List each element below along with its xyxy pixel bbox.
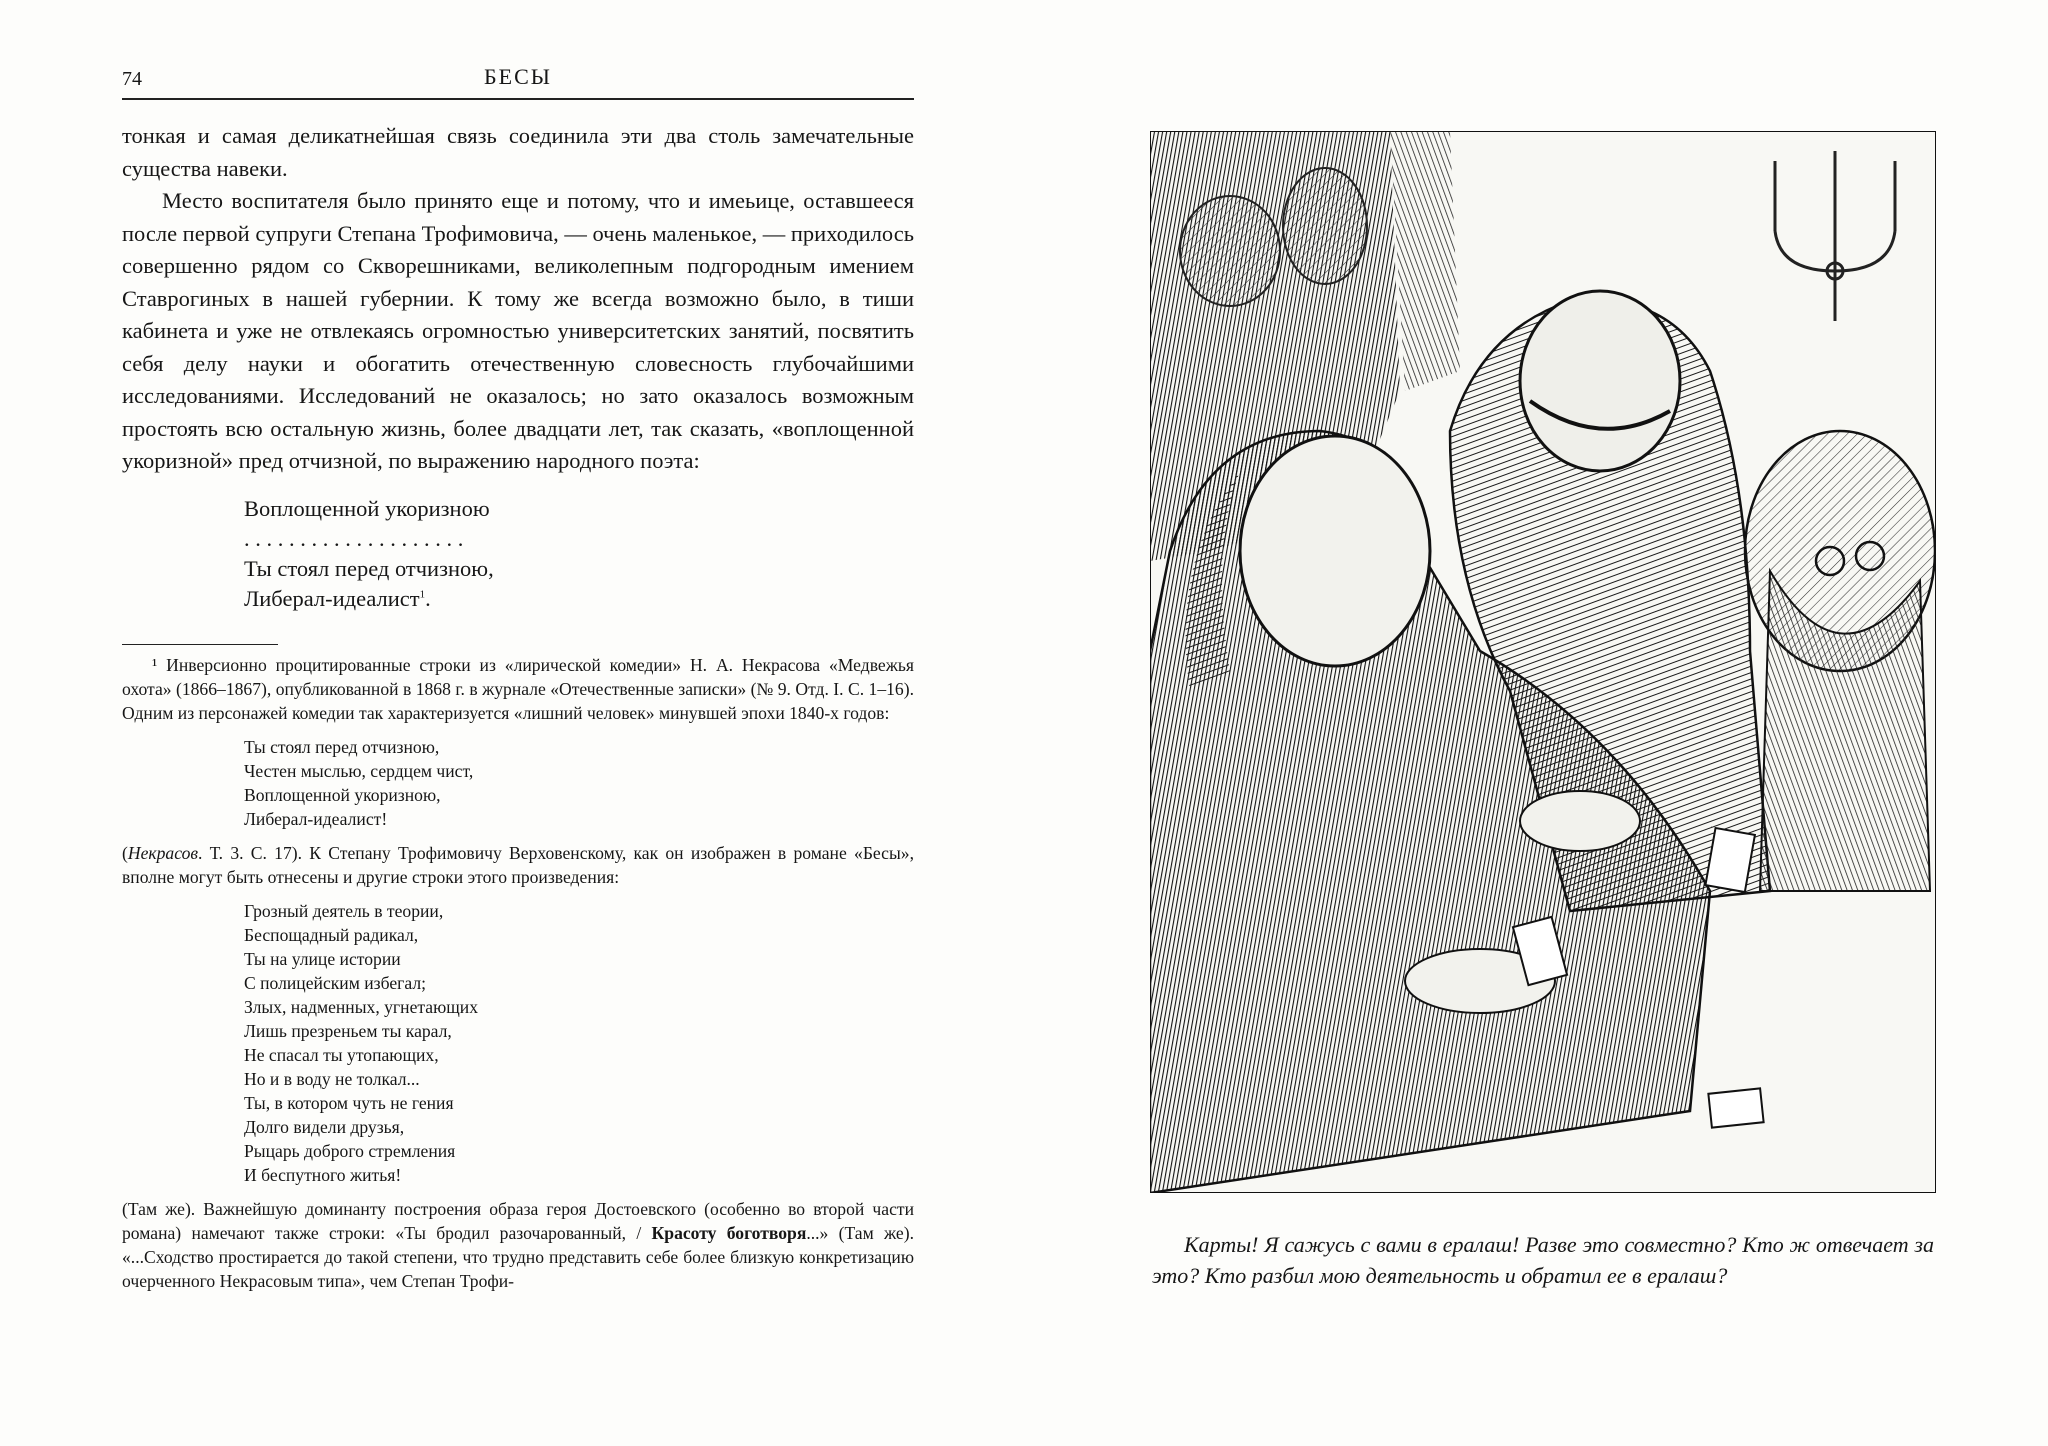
verse-ellipsis: . . . . . . . . . . . . . . . . . . . . [244,525,464,551]
card-players-etching [1150,131,1936,1193]
footnote-marker: ¹ [152,654,158,675]
verse-line: Ты стоял перед отчизною, [244,736,440,757]
verse-line: Воплощенной укоризною, [244,784,441,805]
footnote-text: (Там же). Важнейшую доминанту построения образа героя Достоевского (особенно во второй части романа) намечают также строки: «Ты бродил разочарованный, / [122,1198,914,1243]
verse-end-mark: . [425,585,431,611]
bold-quote: Красоту боготворя [651,1222,807,1243]
background-figure-head [1180,196,1280,306]
verse-line: Ты на улице истории [244,948,401,969]
author-name: Некрасов [127,842,199,863]
verse-line-with-note [244,584,914,614]
footnote [122,653,914,1293]
footnote-verse [244,899,914,1187]
footnote-separator [122,644,278,645]
verse-line: Либерал-идеалист! [244,808,388,829]
footnote-reference[interactable]: 1 [419,588,426,600]
hand [1520,791,1640,851]
verse-line: Беспощадный радикал, [244,924,419,945]
verse-line: Честен мыслью, сердцем чист, [244,760,474,781]
footnote-paragraph: (Некрасов. Т. 3. С. 17). К Степану Трофимовичу Верховенскому, как он изображен в романе «Бесы», вполне могут быть отнесены и другие строки этого произведения: [122,842,914,887]
seated-man-face [1240,436,1430,666]
playing-card [1708,1088,1763,1127]
paragraph: Место воспитателя было принято еще и потому, что и имеьице, оставшееся после первой супруги Степана Трофимовича, — очень маленькое, — приходилось совершенно рядом со Скворешниками, великолепным подгородным имением Ставрогиных в нашей губернии. К тому же всегда возможно было, в тиши кабинета и уже не отвлекаясь огромностью университетских занятий, посвятить себя делу науки и обогатить отечественную словесность глубочайшими исследованиями. Исследований не оказалось; но зато оказалось возможным простоять всю остальную жизнь, более двадцати лет, так сказать, «воплощенной укоризной» пред отчизной, по выражению народного поэта: [122,188,914,473]
footnote-text: Инверсионно процитированные строки из «лирической комедии» Н. А. Некрасова «Медвежья охота» (1866–1867), опубликованной в 1868 г. в журнале «Отечественные записки» (№ 9. Отд. I. С. 1–16). Одним из персонажей комедии так характеризуется «лишний человек» минувшей эпохи 1840-х годов: [122,654,914,723]
footnote-text: ...» (Там же). «...Сходство простирается до такой степени, что трудно представить себе более близкую конкретизацию очерченного Некрасовым типа», чем Степан Трофи- [122,1222,915,1291]
page-number: 74 [122,68,142,90]
playing-card [1705,828,1754,892]
verse-line: Ты стоял перед отчизною, [244,555,494,581]
verse-line: Лишь презреньем ты карал, [244,1020,452,1041]
verse-line: Рыцарь доброго стремления [244,1140,456,1161]
right-page [1150,131,1936,1291]
footnote-text: . Т. 3. С. 17). К Степану Трофимовичу Верховенскому, как он изображен в романе «Бесы», вполне могут быть отнесены и другие строки этого произведения: [122,842,914,887]
verse-line: И беспутного житья! [244,1164,402,1185]
main-text [122,120,914,478]
verse-line: Злых, надменных, угнетающих [244,996,478,1017]
verse-line: Но и в воду не толкал... [244,1068,420,1089]
running-title: БЕСЫ [484,64,552,89]
quoted-verse [244,494,914,614]
left-page [122,64,914,1293]
paragraph: тонкая и самая деликатнейшая связь соединила эти два столь замечательные существа навеки. [122,123,914,181]
verse-line: Долго видели друзья, [244,1116,405,1137]
footnote-paragraph [122,1197,914,1293]
footnote-verse [244,735,914,831]
verse-line: Воплощенной укоризною [244,495,490,521]
verse-line: Грозный деятель в теории, [244,900,444,921]
etching-illustration [1150,131,1936,1193]
verse-line: Ты, в котором чуть не гения [244,1092,454,1113]
standing-man-head [1520,291,1680,471]
verse-line: С полицейским избегал; [244,972,426,993]
running-head [122,64,914,100]
background-figure-head [1283,168,1367,284]
footnote-paragraph [122,653,914,725]
illustration-caption: Карты! Я сажусь с вами в ералаш! Разве это совместно? Кто ж отвечает за это? Кто разбил мою деятельность и обратил ее в ералаш? [1152,1232,1934,1288]
verse-line: Либерал-идеалист [244,585,420,611]
verse-line: Не спасал ты утопающих, [244,1044,439,1065]
